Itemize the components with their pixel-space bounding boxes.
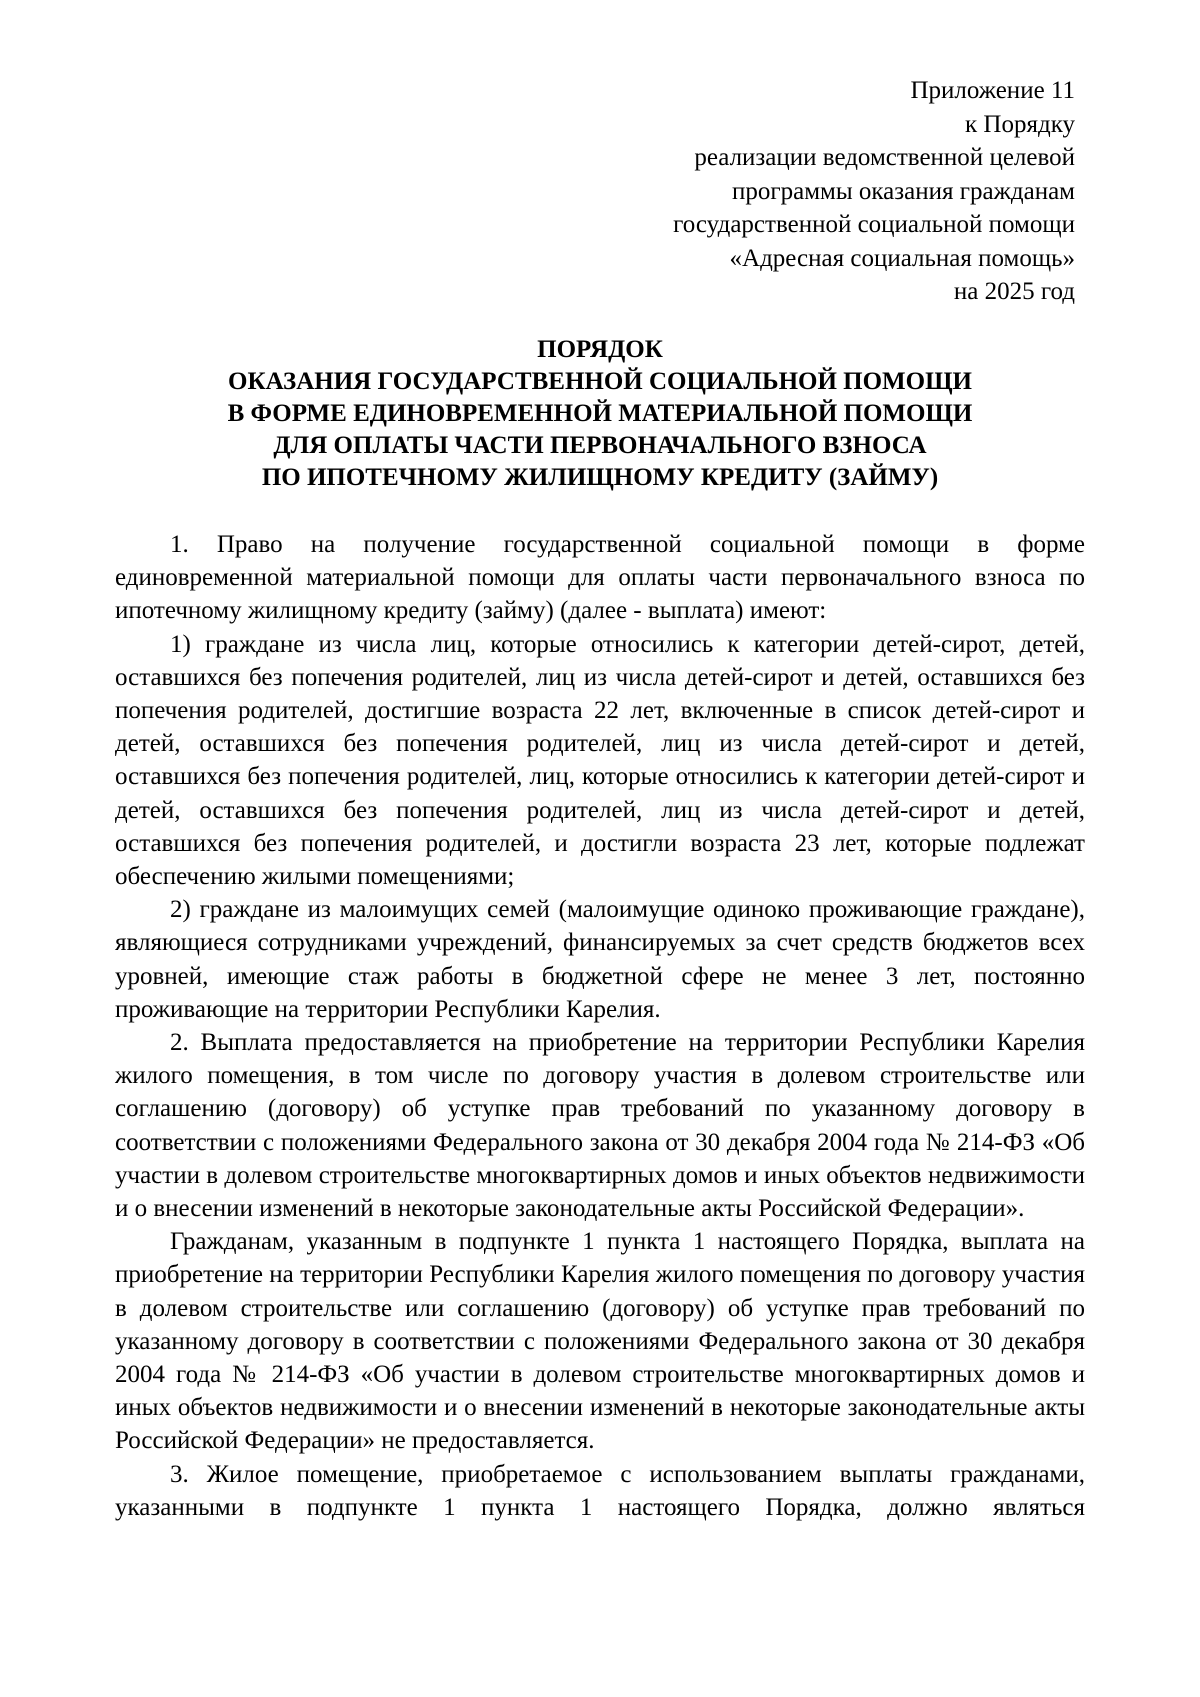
document-title [115, 334, 1085, 494]
paragraph-2: 2. Выплата предоставляется на приобретение на территории Республики Карелия жилого помещения, в том числе по договору участия в долевом строительстве или соглашению (договору) об уступке прав требований по указанному договору в соответствии с положениями Федерального закона от 30 декабря 2004 года № 214-ФЗ «Об участии в долевом строительстве многоквартирных домов и иных объектов недвижимости и о внесении изменений в некоторые законодательные акты Российской Федерации». [115, 1029, 1085, 1223]
title-line: ПОРЯДОК [537, 336, 663, 363]
title-line: ОКАЗАНИЯ ГОСУДАРСТВЕННОЙ СОЦИАЛЬНОЙ ПОМОЩИ [228, 368, 972, 395]
appendix-line: реализации ведомственной целевой [694, 144, 1075, 171]
paragraph-1: 1. Право на получение государственной социальной помощи в форме единовременной материальной помощи для оплаты части первоначального взноса по ипотечному жилищному кредиту (займу) (далее - выплата) имеют: [115, 531, 1085, 625]
title-line: В ФОРМЕ ЕДИНОВРЕМЕННОЙ МАТЕРИАЛЬНОЙ ПОМОЩИ [227, 400, 973, 427]
paragraph-1-subitem-1: 1) граждане из числа лиц, которые относились к категории детей-сирот, детей, оставшихся без попечения родителей, лиц из числа детей-сирот и детей, оставшихся без попечения родителей, достигшие возраста 22 лет, включенные в список детей-сирот и детей, оставшихся без попечения родителей, лиц из числа детей-сирот и детей, оставшихся без попечения родителей, лиц, которые относились к категории детей-сирот и детей, оставшихся без попечения родителей, лиц из числа детей-сирот и детей, оставшихся без попечения родителей, и достигли возраста 23 лет, которые подлежат обеспечению жилыми помещениями; [115, 630, 1085, 891]
appendix-line: государственной социальной помощи [673, 211, 1075, 238]
appendix-header [555, 74, 1075, 309]
appendix-line: к Порядку [965, 110, 1075, 138]
appendix-line: на 2025 год [953, 278, 1075, 305]
document-body [115, 528, 1085, 1524]
appendix-line: программы оказания гражданам [732, 177, 1075, 205]
paragraph-3: 3. Жилое помещение, приобретаемое с использованием выплаты гражданами, указанными в подпункте 1 пункта 1 настоящего Порядка, должно являться [115, 1460, 1085, 1521]
paragraph-2-continuation: Гражданам, указанным в подпункте 1 пункта 1 настоящего Порядка, выплата на приобретение на территории Республики Карелия жилого помещения по договору участия в долевом строительстве или соглашению (договору) об уступке прав требований по указанному договору в соответствии с положениями Федерального закона от 30 декабря 2004 года № 214-ФЗ «Об участии в долевом строительстве многоквартирных домов и иных объектов недвижимости и о внесении изменений в некоторые законодательные акты Российской Федерации» не предоставляется. [115, 1228, 1085, 1455]
title-line: ДЛЯ ОПЛАТЫ ЧАСТИ ПЕРВОНАЧАЛЬНОГО ВЗНОСА [273, 432, 927, 459]
paragraph-1-subitem-2: 2) граждане из малоимущих семей (малоимущие одиноко проживающие граждане), являющиеся сотрудниками учреждений, финансируемых за счет средств бюджетов всех уровней, имеющие стаж работы в бюджетной сфере не менее 3 лет, постоянно проживающие на территории Республики Карелия. [115, 896, 1085, 1023]
appendix-line: «Адресная социальная помощь» [729, 244, 1075, 272]
appendix-line: Приложение 11 [910, 77, 1075, 104]
title-line: ПО ИПОТЕЧНОМУ ЖИЛИЩНОМУ КРЕДИТУ (ЗАЙМУ) [261, 464, 939, 491]
